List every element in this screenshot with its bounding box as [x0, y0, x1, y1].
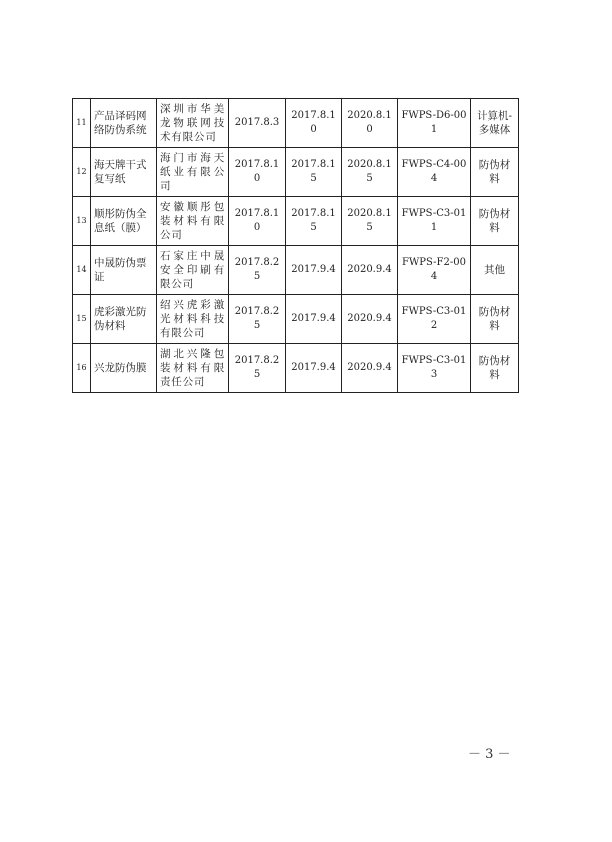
category: 计算机-多媒体: [471, 99, 519, 148]
category: 防伪材料: [471, 197, 519, 246]
category: 防伪材料: [471, 148, 519, 197]
issue-date: 2017.8.15: [286, 197, 342, 246]
table-row: [73, 197, 519, 246]
table-row: [73, 99, 519, 148]
product-name: 兴龙防伪膜: [91, 344, 157, 393]
apply-date: 2017.8.25: [229, 246, 286, 295]
company-name: 湖北兴隆包装材料有限责任公司: [157, 344, 229, 393]
apply-date: 2017.8.10: [229, 197, 286, 246]
certificate-code: FWPS-C4-004: [398, 148, 471, 197]
product-name: 虎彩激光防伪材料: [91, 295, 157, 344]
issue-date: 2017.9.4: [286, 295, 342, 344]
product-name: 海天牌干式复写纸: [91, 148, 157, 197]
certificate-code: FWPS-C3-011: [398, 197, 471, 246]
row-number: 13: [73, 197, 91, 246]
table-row: [73, 344, 519, 393]
certification-table: [72, 98, 519, 393]
row-number: 12: [73, 148, 91, 197]
certificate-code: FWPS-F2-004: [398, 246, 471, 295]
table-row: [73, 246, 519, 295]
issue-date: 2017.8.15: [286, 148, 342, 197]
certificate-code: FWPS-C3-012: [398, 295, 471, 344]
company-name: 深圳市华美龙物联网技术有限公司: [157, 99, 229, 148]
apply-date: 2017.8.25: [229, 344, 286, 393]
expire-date: 2020.9.4: [342, 246, 398, 295]
table-row: [73, 148, 519, 197]
expire-date: 2020.8.15: [342, 197, 398, 246]
row-number: 11: [73, 99, 91, 148]
company-name: 石家庄中晟安全印刷有限公司: [157, 246, 229, 295]
certificate-code: FWPS-D6-001: [398, 99, 471, 148]
row-number: 16: [73, 344, 91, 393]
product-name: 中晟防伪票证: [91, 246, 157, 295]
product-name: 顺彤防伪全息纸（膜）: [91, 197, 157, 246]
expire-date: 2020.9.4: [342, 295, 398, 344]
product-name: 产品译码网络防伪系统: [91, 99, 157, 148]
category: 防伪材料: [471, 344, 519, 393]
certificate-code: FWPS-C3-013: [398, 344, 471, 393]
company-name: 绍兴虎彩激光材料科技有限公司: [157, 295, 229, 344]
apply-date: 2017.8.10: [229, 148, 286, 197]
row-number: 15: [73, 295, 91, 344]
expire-date: 2020.9.4: [342, 344, 398, 393]
category: 其他: [471, 246, 519, 295]
company-name: 安徽顺彤包装材料有限公司: [157, 197, 229, 246]
page-number: － 3 －: [468, 747, 511, 762]
issue-date: 2017.9.4: [286, 246, 342, 295]
row-number: 14: [73, 246, 91, 295]
category: 防伪材料: [471, 295, 519, 344]
issue-date: 2017.8.10: [286, 99, 342, 148]
expire-date: 2020.8.15: [342, 148, 398, 197]
issue-date: 2017.9.4: [286, 344, 342, 393]
company-name: 海门市海天纸业有限公司: [157, 148, 229, 197]
apply-date: 2017.8.25: [229, 295, 286, 344]
apply-date: 2017.8.3: [229, 99, 286, 148]
table-row: [73, 295, 519, 344]
expire-date: 2020.8.10: [342, 99, 398, 148]
